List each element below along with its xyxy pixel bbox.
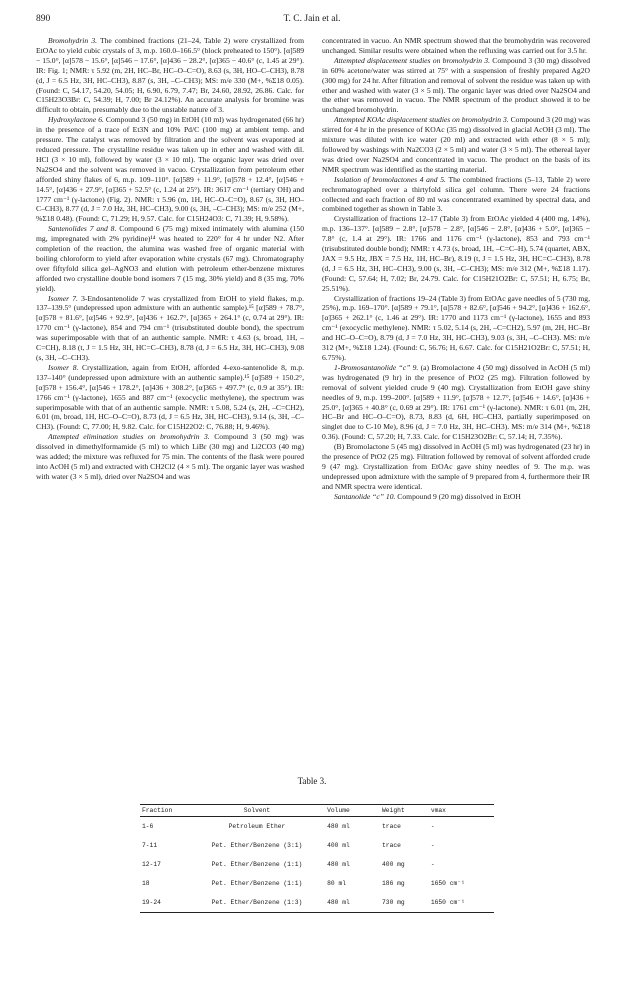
paragraph-text: Compound 3 (50 mg) in EtOH (10 ml) was hydrogenated (66 hr) in the presence of a trace of Et3N and 10% Pd/C (100 mg) at ambient temp. and pressure. The catalyst was removed by filtration and the solvent was evaporated at reduced pressure. The crystalline residue was taken up in ether and washed with dil. HCl (3 × 10 ml), followed by water (3 × 10 ml). The organic layer was dried over Na2SO4 and the solvent was removed in vacuo. Crystallization from petroleum ether afforded shiny flakes of 6, m.p. 109–110°. [α]589 + 11.9°, [α]578 + 12.4°, [α]546 + 14.5°, [α]436 + 27.9°, [α]365 + 52.5° (c, 1.24 at 25°). IR: 3617 cm⁻¹ (tertiary OH) and 1777 cm⁻¹ (γ-lactone) (Fig. 2). NMR: τ 5.96 (m, 1H, HC–O–C=O), 8.67 (s, 3H, HO–C–CH3), 8.77 (d, J = 7.0 Hz, 3H, HC–CH3), 9.00 (s, 3H, –C–CH3); MS: m/e 252 (M+, %Σ18 0.48). (Found: C, 71.29; H, 9.57. Calc. for C15H24O3: C, 71.39; H, 9.58%). xyxy=(36,115,304,224)
cell-numax: - xyxy=(430,842,435,849)
fractions-table xyxy=(140,804,494,913)
paragraph-text: Crystallization of fractions 12–17 (Table 3) from EtOAc yielded 4 (400 mg, 14%), m.p. 136–137°. [α]589 − 2.8°, [α]578 − 2.8°, [α]546 − 2.8°, [α]436 + 5.0°, [α]365 − 7.8° (c, 1.4 at 29°). IR: 1766 and 1176 cm⁻¹ (γ-lactone), 853 and 793 cm⁻¹ (trisubstituted double bond); NMR: τ 4.73 (s, broad, 1H, –C=C–H), 5.74 (quartet, ABX, JAX = 9.5 Hz, JBX = 7.5 Hz, 1H, HC–Br), 8.19 (t, J = 1.5 Hz, 3H, HC=C–CH3), 8.78 (d, J = 6.5 Hz, 3H, HC–CH3), 9.00 (s, 3H, –C–CH3); MS: m/e 312 (M+, %Σ18 1.17). (Found: C, 57.64; H, 7.02; Br, 24.79. Calc. for C15H21O2Br: C, 57.51; H, 6.75; Br, 25.51%). xyxy=(322,214,590,293)
cell-volume: 80 ml xyxy=(327,880,347,887)
section-heading: Santenolides 7 and 8. xyxy=(48,224,117,234)
table-row xyxy=(140,836,494,855)
paragraph xyxy=(36,294,304,363)
paragraph xyxy=(36,224,304,293)
header-fraction: Fraction xyxy=(140,805,189,817)
section-heading: Bromohydrin 3. xyxy=(48,36,98,45)
paragraph-text: 3-Endosantenolide 7 was crystallized from EtOH to yield flakes, m.p. 137–139.5° (undepressed upon admixture with an authentic sample).¹⁵ [α]589 + 78.7°, [α]578 + 81.6°, [α]546 + 92.9°, [α]436 + 162.7°, [α]365 + 264.1° (c, 0.74 at 29°). IR: 1770 cm⁻¹ (γ-lactone), 854 and 794 cm⁻¹ (trisubstituted double bond), the spectrum was superimposable with that of an authentic sample. NMR: τ 4.63 (s, broad, 1H, –C=CH), 8.18 (t, J = 1.5 Hz, 3H, HC=C–CH3), 8.78 (d, J = 6.5 Hz, 3H, HC–CH3), 9.08 (s, 3H, –C–CH3). xyxy=(36,293,304,362)
paragraph-text: Compound 3 (20 mg) was stirred for 4 hr in the presence of KOAc (35 mg) dissolved in glacial AcOH (3 ml). The mixture was diluted with ice water (20 ml) and extracted with ether (8 × 5 ml); followed by washings with Na2CO3 (2 × 5 ml) and water (3 × 5 ml). The ethereal layer was dried over Na2SO4 and concentrated in vacuo. The product on the basis of its NMR spectrum was identified as the starting material. xyxy=(322,115,590,174)
paragraph xyxy=(36,36,304,115)
paragraph-text: Compound 6 (75 mg) mixed intimately with alumina (150 mg, impregnated with 2% pyridine)¹⁴ was heated to 220° for 4 hr under N2. After completion of the reaction, the alumina was washed free of organic material with boiling chloroform to yield after evaporation white crystals (67 mg). Chromatography over fiftyfold silica gel–AgNO3 and elution with petroleum ether-benzene mixtures afforded two crystalline double bond isomers 7 (15 mg, 30% yield) and 8 (35 mg, 70% yield). xyxy=(36,224,304,293)
paragraph-text: The combined fractions (21–24, Table 2) were crystallized from EtOAc to yield cubic crystals of 3, m.p. 160.0–166.5° (block preheated to 150°). [α]589 − 15.0°, [α]578 − 15.6°, [α]546 − 17.6°, [α]436 − 28.2°, [α]365 − 40.6° (c, 1.45 at 29°). IR: Fig. 1; NMR: τ 5.92 (m, 2H, HC–Br, HC–O–C=O), 8.63 (s, 3H, HO–C–CH3), 8.78 (d, J = 6.5 Hz, 3H, HC–CH3), 8.87 (s, 3H, –C–CH3); MS: m/e 330 (M+, %Σ18 0.05). (Found: C, 54.17, 54.20, 54.05; H, 6.90, 6.79, 7.47; Br, 24.60, 28.92, 26.86. Calc. for C15H23O3Br: C, 54.39; H, 7.00; Br 24.12%). An accurate analysis for bromine was difficult to obtain, presumably due to the unstable nature of 3. xyxy=(36,36,304,115)
paragraph-text: Compound 9 (20 mg) dissolved in EtOH xyxy=(397,491,521,501)
paragraph-text: (B) Bromolactone 5 (45 mg) dissolved in AcOH (5 ml) was hydrogenated (23 hr) in the presence of PtO2 (25 mg). Filtration followed by removal of solvent afforded crude 9 (47 mg). Crystallization from EtOAc gave shiny needles of 9. The m.p. was undepressed upon admixture with the sample of 9 prepared from 4, furthermore their IR and NMR spectra were identical. xyxy=(322,442,590,491)
paragraph xyxy=(322,294,590,363)
cell-weight: trace xyxy=(382,823,401,830)
header-numax: νmax xyxy=(429,805,494,817)
cell-weight: 186 mg xyxy=(382,880,405,887)
paragraph-text: Compound 3 (30 mg) dissolved in 60% acetone/water was stirred at 75° with a suspension of freshly prepared Ag2O (300 mg) for 24 hr. After filtration and removal of solvent the residue was taken up with ether and washed with water (3 × 5 ml). The organic layer was dried over Na2SO4 and the ether was removed in vacuo. The NMR spectrum of the product showed it to be unchanged bromohydrin. xyxy=(322,55,590,115)
cell-fraction: 12-17 xyxy=(142,861,161,868)
section-heading: Attempted displacement studies on bromohydrin 3. xyxy=(334,55,491,65)
cell-weight: 400 mg xyxy=(382,861,405,868)
cell-fraction: 7-11 xyxy=(142,842,158,849)
table-row xyxy=(140,855,494,874)
paragraph-text: (a) Bromolactone 4 (50 mg) dissolved in AcOH (5 ml) was hydrogenated (9 hr) in the presence of PtO2 (25 mg). Filtration followed by removal of solvent yielded crude 9 (40 mg). Crystallization from EtOH gave shiny needles of 9, m.p. 199–200°. [α]589 + 11.9°, [α]578 + 12.7°, [α]546 + 14.6°, [α]436 + 25.0°, [α]365 + 40.8° (c, 0.69 at 29°). IR: 1761 cm⁻¹ (γ-lactone). NMR: τ 6.01 (m, 2H, HC–Br and HC–O–C=O), 8.73, 8.83 (d, 6H, HC–CH3, partially superimposed on singlet due to C-10 Me), 8.96 (d, J = 7.0 Hz, 3H, HC–CH3). MS: m/e 314 (M+, %Σ18 0.36). (Found: C, 57.20; H, 7.33. Calc. for C15H23O2Br: C, 57.14; H, 7.35%). xyxy=(322,362,590,442)
paragraph-text: Crystallization, again from EtOH, afforded 4-exo-santenolide 8, m.p. 137–140° (undepressed upon admixture with an authentic sample).¹⁵ [α]589 + 150.2°, [α]578 + 156.4°, [α]546 + 178.2°, [α]436 + 308.2°, [α]365 + 497.7° (c, 0.9 at 35°). IR: 1766 cm⁻¹ (γ-lactone), 1655 and 887 cm⁻¹ (exocyclic methylene), the spectrum was superimposable with that of an authentic sample. NMR: τ 5.08, 5.24 (s, 2H, –C=CH2), 6.01 (m, broad, 1H, HC–O–C=O), 8.73 (d, J = 6.5 Hz, 3H, HC–CH3), 9.14 (s, 3H, –C–CH3). (Found: C, 77.00; H, 9.82. Calc. for C15H22O2: C, 76.88; H, 9.46%). xyxy=(36,362,304,432)
cell-volume: 480 ml xyxy=(327,823,350,830)
cell-fraction: 19-24 xyxy=(140,893,189,913)
header-weight: Weight xyxy=(380,805,429,817)
cell-fraction: 1-6 xyxy=(142,823,154,830)
paragraph-text: Crystallization of fractions 19–24 (Table 3) from EtOAc gave needles of 5 (730 mg, 25%), m.p. 169–170°. [α]589 + 79.1°, [α]578 + 82.6°, [α]546 + 94.2°, [α]436 + 162.6°, [α]365 + 262.1° (c, 1.46 at 29°). IR: 1770 and 1173 cm⁻¹ (γ-lactone), 1655 and 893 cm⁻¹ (exocyclic methylene). NMR: τ 5.02, 5.14 (s, 2H, –C=CH2), 5.97 (m, 2H, HC–Br and HC–O–C=O), 8.79 (d, J = 7.0 Hz, 3H, HC–CH3), 9.03 (s, 3H, –C–CH3). MS: m/e 312 (M+, %Σ18 1.24). (Found: C, 56.76; H, 6.67. Calc. for C15H21O2Br: C, 57.51; H, 6.75%). xyxy=(322,293,590,362)
paragraph xyxy=(322,363,590,442)
section-heading: Attempted KOAc displacement studies on bromohydrin 3. xyxy=(334,115,509,125)
section-heading: Isomer 7. xyxy=(48,293,78,303)
section-heading: Isomer 8. xyxy=(48,362,79,372)
cell-solvent: Petroleum Ether xyxy=(228,823,286,830)
header-volume: Volume xyxy=(325,805,380,817)
paragraph xyxy=(36,115,304,224)
paragraph xyxy=(36,363,304,432)
cell-numax: - xyxy=(430,823,435,830)
paragraph-text: Compound 3 (50 mg) was dissolved in dimethylformamide (5 ml) to which LiBr (30 mg) and Li2CO3 (40 mg) was added; the mixture was refluxed for 75 min. The contents of the flask were poured into AcOH (5 ml) and extracted with CH2Cl2 (4 × 5 ml). The organic layer was washed with water (3 × 5 ml), dried over Na2SO4 and was xyxy=(36,432,304,481)
left-text-column xyxy=(36,36,304,756)
section-heading: Santanolide “c” 10. xyxy=(334,491,396,501)
section-heading: Hydroxylactone 6. xyxy=(48,115,104,125)
paragraph xyxy=(322,36,590,56)
table-caption: Table 3. xyxy=(297,776,327,786)
cell-volume: 480 ml xyxy=(325,893,380,913)
paragraph xyxy=(322,492,590,502)
section-heading: Attempted elimination studies on bromohydrin 3. xyxy=(48,432,210,442)
table-body xyxy=(140,817,494,913)
paragraph xyxy=(36,432,304,482)
right-text-column xyxy=(322,36,590,756)
section-heading: 1-Bromosantanolide “c” 9. xyxy=(334,362,419,372)
header-solvent: Solvent xyxy=(189,805,325,817)
paragraph-text: concentrated in vacuo. An NMR spectrum showed that the bromohydrin was recovered unchanged. Similar results were obtained when the refluxing was carried out for 3.5 hr. xyxy=(322,36,590,55)
running-head: T. C. Jain et al. xyxy=(283,14,341,24)
paragraph xyxy=(322,442,590,492)
cell-solvent: Pet. Ether/Benzene (3:1) xyxy=(211,842,303,849)
cell-weight: trace xyxy=(382,842,401,849)
table-row xyxy=(140,893,494,913)
cell-solvent: Pet. Ether/Benzene (1:1) xyxy=(211,861,303,868)
paragraph xyxy=(322,115,590,174)
table-row xyxy=(140,874,494,893)
cell-fraction: 18 xyxy=(142,880,150,887)
cell-volume: 480 ml xyxy=(327,861,350,868)
page-header xyxy=(0,14,624,28)
paragraph xyxy=(322,214,590,293)
paragraph-text: The combined fractions (5–13, Table 2) were rechromatographed over a thirtyfold silica gel column. There were 24 fractions collected and each fraction of 80 ml was concentrated examined by spectral data, and combined together as shown in Table 3. xyxy=(322,174,590,214)
cell-numax: 1650 cm⁻¹ xyxy=(430,880,465,887)
paragraph xyxy=(322,56,590,115)
cell-solvent: Pet. Ether/Benzene (1:1) xyxy=(211,880,303,887)
cell-weight: 730 mg xyxy=(380,893,429,913)
cell-numax: - xyxy=(430,861,435,868)
cell-volume: 400 ml xyxy=(327,842,350,849)
table-row xyxy=(140,817,494,837)
section-heading: Isolation of bromolactones 4 and 5. xyxy=(334,174,446,184)
cell-numax: 1650 cm⁻¹ xyxy=(429,893,494,913)
table-header-row xyxy=(140,805,494,817)
paragraph xyxy=(322,175,590,215)
page-number: 890 xyxy=(36,14,51,24)
cell-solvent: Pet. Ether/Benzene (1:3) xyxy=(189,893,325,913)
